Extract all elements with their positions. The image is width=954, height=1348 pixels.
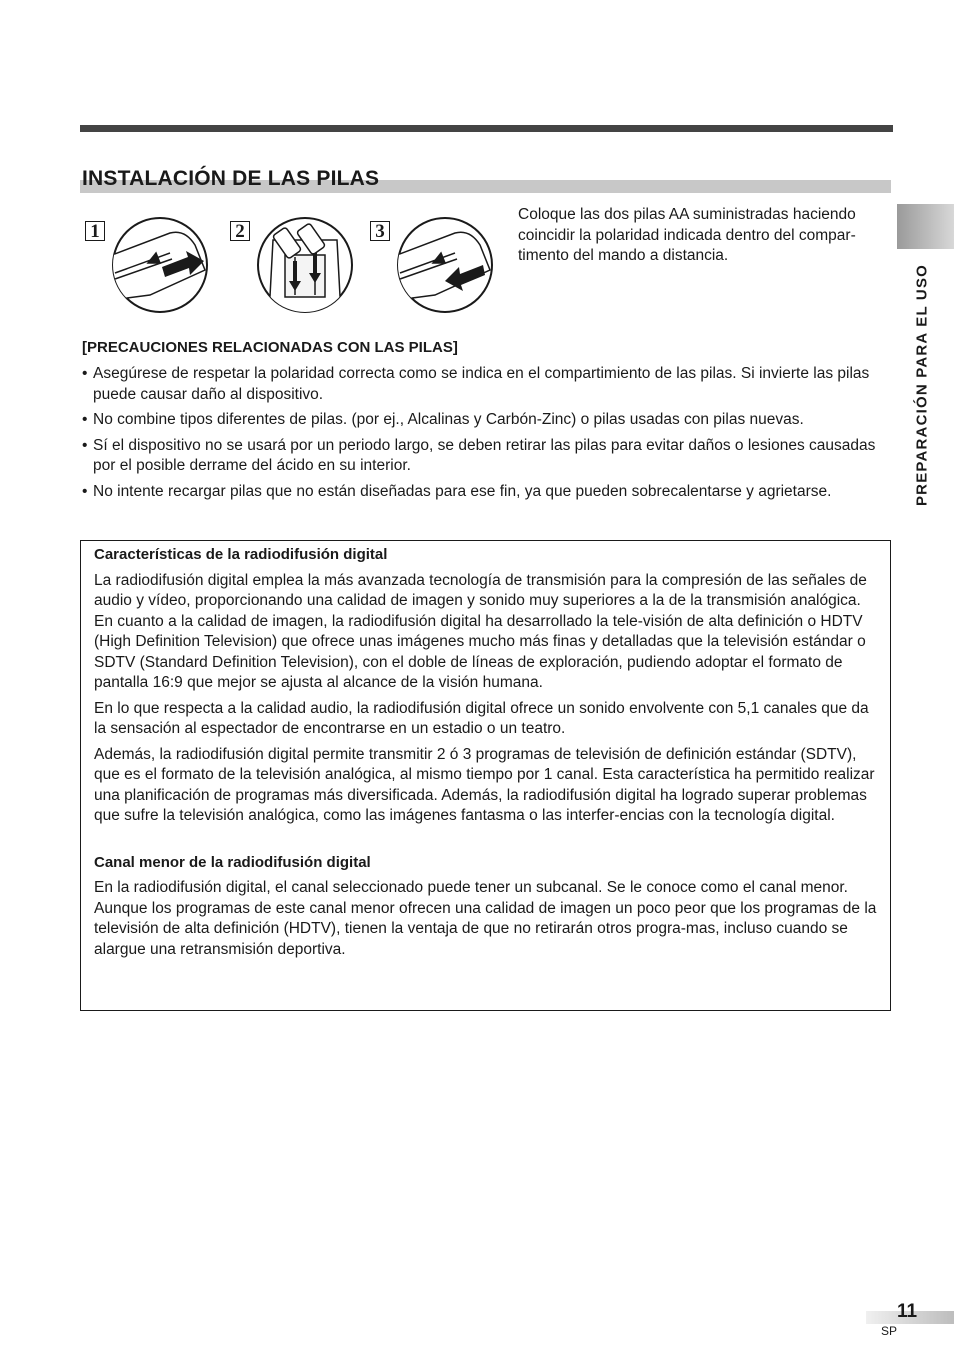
battery-steps-figures [85,215,505,320]
list-item: • Asegúrese de respetar la polaridad correcta como se indica en el compartimiento de las pilas. Si invierte las pilas puede causar daño al dispositivo. [82,364,892,405]
digital-broadcast-info-box [80,540,891,1011]
step-2 [230,215,360,320]
list-item: • Sí el dispositivo no se usará por un periodo largo, se deben retirar las pilas para evitar daños o lesiones causadas por el posible derrame del ácido en su interior. [82,436,892,477]
remote-cover-slide-on-icon [395,215,495,315]
list-item: • No combine tipos diferentes de pilas. (por ej., Alcalinas y Carbón-Zinc) o pilas usadas con pilas nuevas. [82,410,892,431]
side-tab-label: PREPARACIÓN PARA EL USO [913,263,931,507]
section-title: INSTALACIÓN DE LAS PILAS [82,167,380,190]
page-language: SP [881,1324,898,1338]
intro-text: Coloque las dos pilas AA suministradas haciendo coincidir la polaridad indicada dentro del compar-timento del mando a distancia. [518,206,856,264]
precautions-list [82,364,892,507]
page-number: 11 [897,1301,918,1322]
battery-insert-icon [255,215,355,315]
step-number: 3 [370,221,390,241]
info-heading: Canal menor de la radiodifusión digital [94,853,371,871]
top-rule [80,125,893,132]
step-number: 1 [85,221,105,241]
step-1 [85,215,215,320]
remote-cover-slide-off-icon [110,215,210,315]
info-heading: Características de la radiodifusión digital [94,546,388,563]
list-item: • No intente recargar pilas que no están diseñadas para ese fin, ya que pueden sobrecalentarse y agrietarse. [82,482,892,503]
info-paragraph: En lo que respecta a la calidad audio, la radiodifusión digital ofrece un sonido envolvente con 5,1 canales que da la sensación al espectador de encontrarse en un estadio o un teatro. [94,699,869,737]
info-paragraph: La radiodifusión digital emplea la más avanzada tecnología de transmisión para la compresión de las señales de audio y vídeo, proporcionando una calidad de imagen y sonido muy superiores a la de la transmisión analógica. En cuanto a la calidad de imagen, la radiodifusión digital ha desarrollado la tele-visión de alta definición o HDTV (High Definition Television) que ofrece unas imágenes mucho más finas y detalladas que la televisión estándar o SDTV (Standard Definition Television), con el doble de líneas de exploración, pudiendo adoptar el formato de pantalla 16:9 que mejor se ajusta al alcance de la visión humana. [94,571,867,691]
info-paragraph: En la radiodifusión digital, el canal seleccionado puede tener un subcanal. Se le conoce como el canal menor. Aunque los programas de este canal menor ofrecen una calidad de imagen un poco peor que los programas de la televisión de alta definición (HDTV), tienen la ventaja de que no retirarán otros progra-mas, incluso cuando se alargue una retransmisión deportiva. [94,879,877,958]
step-number: 2 [230,221,250,241]
side-tab [897,204,954,249]
info-paragraph: Además, la radiodifusión digital permite transmitir 2 ó 3 programas de televisión de definición estándar (SDTV), que es el formato de la televisión analógica, al mismo tiempo por 1 canal. Esta característica ha permitido realizar una planificación de programas más diversificada. Además, la radiodifusión digital ha logrado superar problemas que sufre la televisión analógica, como las imágenes fantasma o las interfer-encias con la tecnología digital. [94,745,875,824]
step-3 [370,215,500,320]
precautions-title: [PRECAUCIONES RELACIONADAS CON LAS PILAS] [82,339,458,356]
